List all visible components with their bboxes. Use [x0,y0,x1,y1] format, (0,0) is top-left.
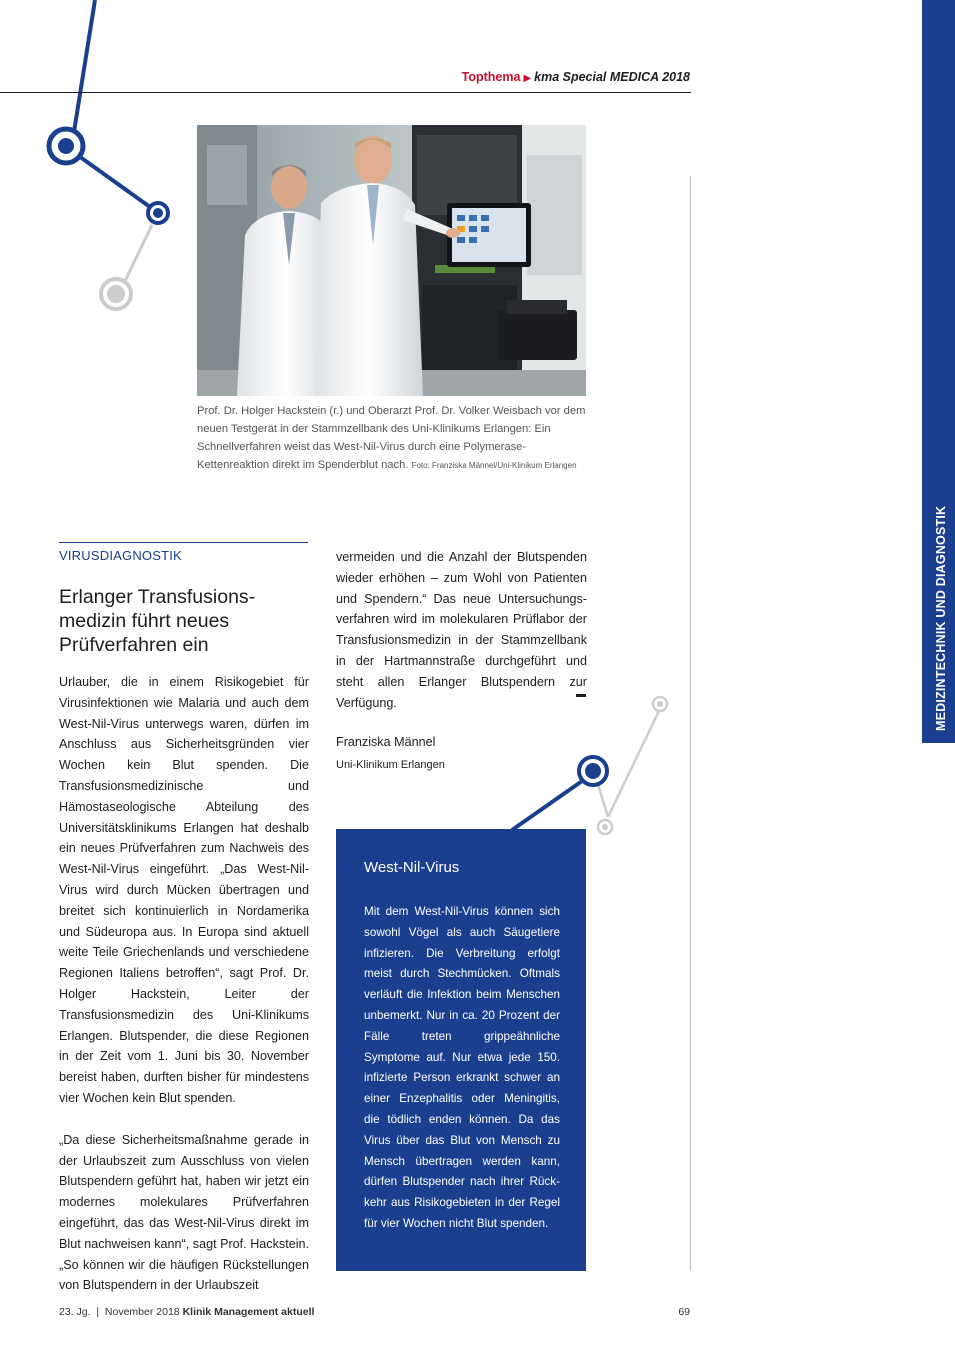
article-end-mark [576,694,586,697]
article-paragraph-1: Urlauber, die in einem Risikogebiet für Virusinfektionen wie Malaria und auch dem West-Nil-Virus unterwegs waren, dürfen im Anschluss aus Sicherheitsgründen vier Wochen kein Blut spenden. Die Transfusionsmedizinische und Hämostaseologische Abteilung des Universitätsklinikums Erlangen hat deshalb ein neues Prüfverfahren zum Nachweis des West-Nil-Virus eingeführt. „Das West-Nil-Virus wird durch Mücken übertragen und breitet sich kontinuierlich in Nordamerika und Südeuropa aus. In Europa sind aktuell weite Teile Griechenlands und verschiedene Regionen Italiens betroffen“, sagt Prof. Dr. Holger Hackstein, Leiter der Transfusionsmedizin des Uni-Klinikums Erlangen. Blutspender, die diese Regionen in der Zeit vom 1. Juni bis 30. November bereist haben, durften bisher für mindestens vier Wochen kein Blut spenden. [59,675,309,1105]
kicker-rule [59,542,308,543]
article-paragraph-2: „Da diese Sicherheitsmaßnahme gerade in der Urlaubszeit zum Ausschluss von vielen Blutspendern geführt hat, haben wir jetzt ein modernes molekulares Prüfverfahren eingeführt, das das West-Nil-Virus direkt im Blut nachweisen kann“, sagt Prof. Hackstein. „So können wir die häufigen Rückstellungen von Blutspendern in der Urlaubszeit [59,1132,309,1293]
photo-caption [197,402,589,475]
running-header [380,70,690,84]
caption-text: Prof. Dr. Holger Hackstein (r.) und Oberarzt Prof. Dr. Volker Weisbach vor dem neuen Testgerät in der Stammzellbank des Uni-Klinikums Erlangen: Ein Schnellverfahren weist das West-Nil-Virus durch eine Polymerase-Kettenreaktion direkt im Spenderblut nach. [197,405,586,471]
footer-issue [59,1306,314,1318]
infobox-title: West-Nil-Virus [364,859,460,876]
column-rule [690,176,691,1271]
triangle-right-icon: ▶ [523,73,532,84]
header-section: Topthema [461,70,521,84]
article-kicker: VIRUSDIAGNOSTIK [59,548,182,563]
photo-credit: Foto: Franziska Männel/Uni-Klinikum Erlangen [411,461,577,470]
article-photo [197,125,586,396]
network-node-gray-bottom [598,820,612,834]
network-node-blue [579,757,607,785]
network-node-small [148,203,168,223]
article-column-right [336,547,587,713]
article-headline: Erlanger Transfusionsmedizin führt neues Prüfverfahren ein [59,586,256,656]
article-paragraph-3: vermeiden und die Anzahl der Blutspenden wieder erhöhen – zum Wohl von Patienten und Spendern.“ Das neue Untersuchungsverfahren wird im molekularen Prüflabor der Transfusionsmedizin in der Stammzellbank in der Hartmannstraße durchgeführt und steht allen Erlanger Blutspendern zur Verfügung. [336,550,587,710]
header-rule [0,92,691,93]
infobox-text: Mit dem West-Nil-Virus können sich sowohl Vögel als auch Säugetiere infizieren. Die Verbreitung erfolgt meist durch Stechmücken. Oftmals verläuft die Infektion beim Menschen unbemerkt. Nur in ca. 20 Prozent der Fälle treten grippeähnliche Symptome auf. Nur etwa jede 150. infizierte Person erkrankt schwer an einer Enzephalitis oder Meningitis, die tödlich enden können. Da das Virus über das Blut von Mensch zu Mensch übertragen werden kann, dürfen Blutspender nach ihrer Rückkehr aus Risikogebieten in der Regel für vier Wochen nicht Blut spenden. [364,905,560,1230]
article-column-left [59,672,309,1317]
footer-issue-date: 23. Jg. | November 2018 [59,1306,180,1318]
infobox [336,829,586,1271]
lab-photo-illustration [197,125,586,396]
section-side-tab [922,0,955,743]
header-publication: kma Special MEDICA 2018 [534,70,690,84]
page-number: 69 [678,1306,690,1318]
author-name: Franziska Männel [336,735,436,749]
network-node-large [49,129,83,163]
footer-magazine: Klinik Management aktuell [182,1306,315,1318]
network-node-gray [101,279,131,309]
author-organization: Uni-Klinikum Erlangen [336,759,445,771]
network-node-gray-top [653,697,667,711]
side-tab-label: MEDIZINTECHNIK UND DIAGNOSTIK [933,505,948,731]
